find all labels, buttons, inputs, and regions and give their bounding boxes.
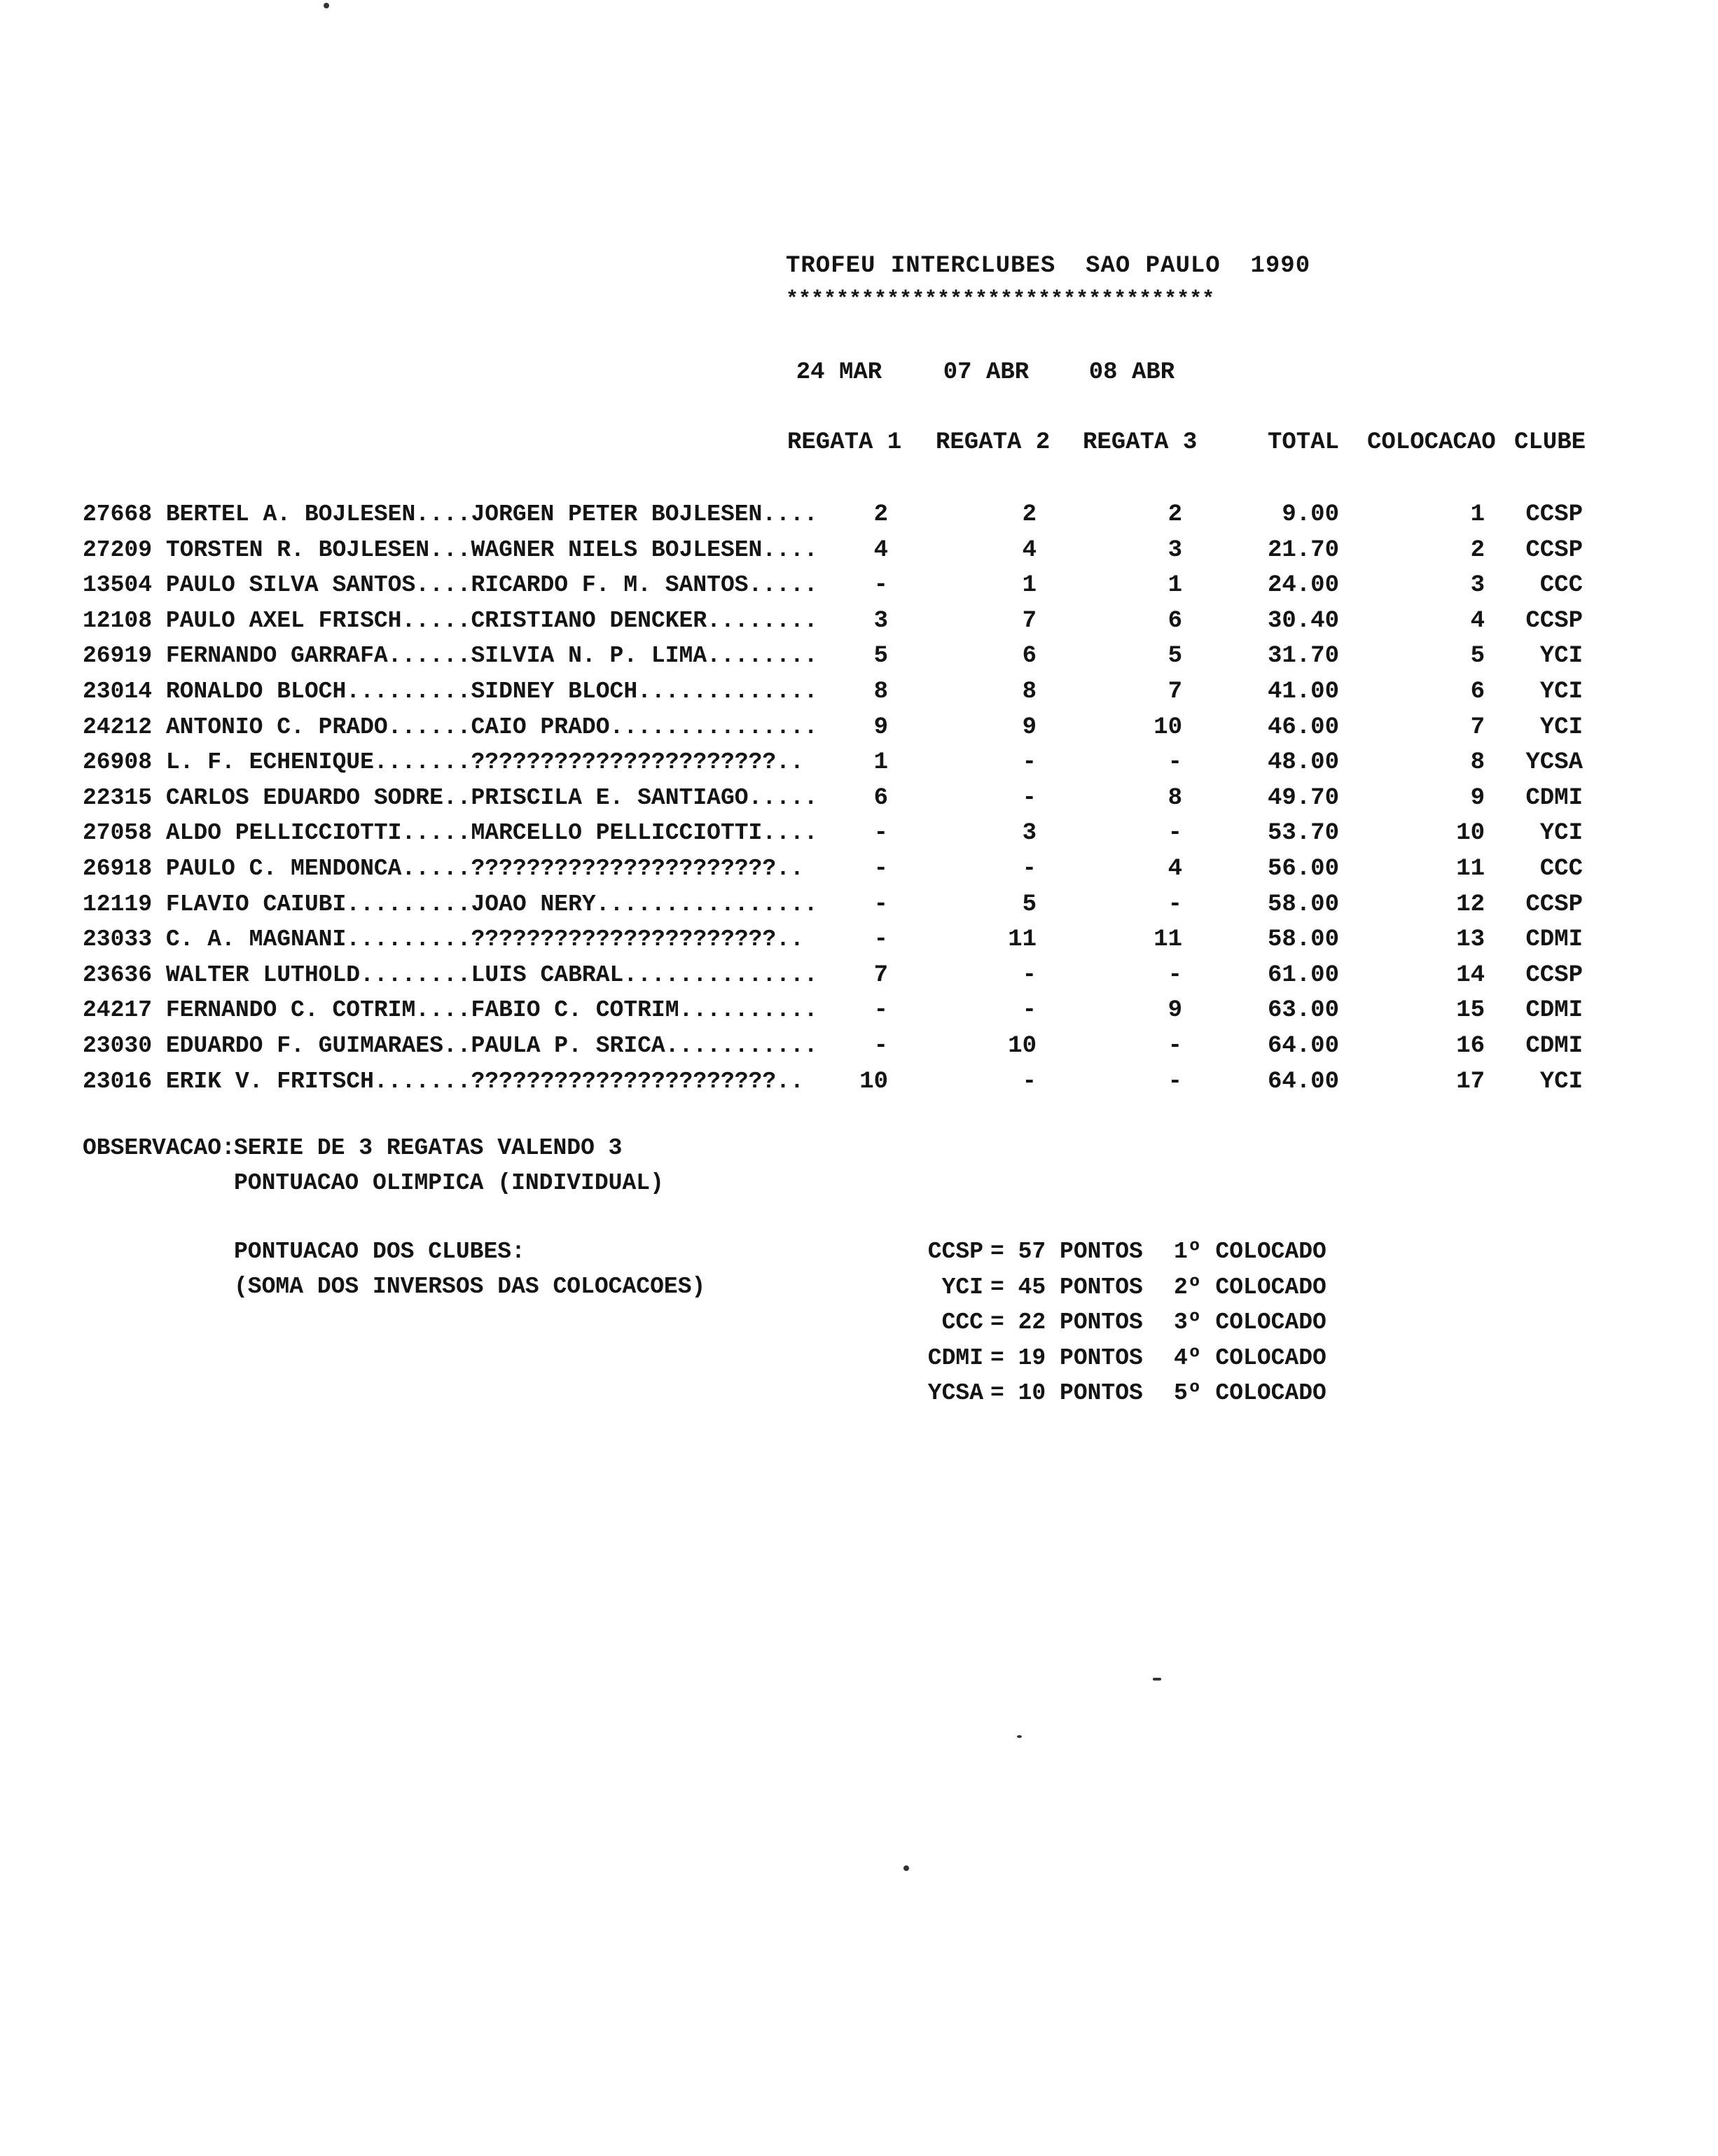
ranking-club-code: YCSA xyxy=(927,1380,983,1406)
club-code: CCSP xyxy=(1525,608,1583,634)
club-code: CCSP xyxy=(1525,501,1583,528)
regata-3-result: 2 xyxy=(1168,501,1182,528)
title-underline: ********************************** xyxy=(786,288,1215,312)
club-code: YCI xyxy=(1539,1069,1583,1095)
crew-names: 26918 PAULO C. MENDONCA.....??????????????????????.. xyxy=(83,856,804,882)
regata-1-result: 3 xyxy=(873,608,888,634)
total-points: 21.70 xyxy=(1267,537,1339,564)
scan-speck xyxy=(903,1865,909,1871)
regata-1-result: - xyxy=(873,891,888,918)
regata-2-result: 4 xyxy=(1022,537,1037,564)
crew-names: 23033 C. A. MAGNANI.........??????????????????????.. xyxy=(83,926,804,952)
crew-names: 27668 BERTEL A. BOJLESEN....JORGEN PETER BOJLESEN.... xyxy=(83,501,818,527)
club-code: CCSP xyxy=(1525,962,1583,989)
regata-1-result: 4 xyxy=(873,537,888,564)
regata-2-result: 6 xyxy=(1022,643,1037,669)
ranking-points: = 57 PONTOS xyxy=(990,1239,1143,1265)
colocacao-value: 16 xyxy=(1456,1033,1485,1059)
colocacao-value: 10 xyxy=(1456,820,1485,847)
crew-names: 12119 FLAVIO CAIUBI.........JOAO NERY................ xyxy=(83,891,818,917)
regata-2-result: - xyxy=(1022,749,1037,776)
club-code: CCSP xyxy=(1525,891,1583,918)
regata-1-result: - xyxy=(873,926,888,953)
club-code: YCSA xyxy=(1525,749,1583,776)
club-code: YCI xyxy=(1539,643,1583,669)
ranking-place: 5º COLOCADO xyxy=(1174,1380,1326,1406)
total-points: 61.00 xyxy=(1267,962,1339,989)
total-points: 53.70 xyxy=(1267,820,1339,847)
club-code: YCI xyxy=(1539,679,1583,705)
date-regata-2: 07 ABR xyxy=(943,359,1030,386)
regata-1-result: 5 xyxy=(873,643,888,669)
regata-3-result: 10 xyxy=(1154,714,1182,741)
regata-3-result: - xyxy=(1168,820,1182,847)
regata-1-result: - xyxy=(873,1033,888,1059)
crew-names: 12108 PAULO AXEL FRISCH.....CRISTIANO DENCKER........ xyxy=(83,608,818,634)
regata-1-result: - xyxy=(873,820,888,847)
regata-1-result: 1 xyxy=(873,749,888,776)
regata-3-result: - xyxy=(1168,962,1182,989)
regata-2-result: - xyxy=(1022,1069,1037,1095)
ranking-club-code: CCC xyxy=(941,1309,983,1335)
regata-2-result: 11 xyxy=(1008,926,1037,953)
date-regata-1: 24 MAR xyxy=(796,359,882,386)
regata-1-result: 6 xyxy=(873,785,888,812)
crew-names: 13504 PAULO SILVA SANTOS....RICARDO F. M. SANTOS..... xyxy=(83,572,818,598)
regata-3-result: - xyxy=(1168,1069,1182,1095)
header-colocacao: COLOCACAO xyxy=(1367,429,1496,456)
regata-1-result: 2 xyxy=(873,501,888,528)
regata-2-result: 5 xyxy=(1022,891,1037,918)
ranking-club-code: CDMI xyxy=(927,1345,983,1371)
regata-1-result: 8 xyxy=(873,679,888,705)
ranking-points: = 45 PONTOS xyxy=(990,1274,1143,1300)
crew-names: 24212 ANTONIO C. PRADO......CAIO PRADO............... xyxy=(83,714,818,740)
ranking-place: 3º COLOCADO xyxy=(1174,1309,1326,1335)
regata-1-result: - xyxy=(873,572,888,599)
total-points: 63.00 xyxy=(1267,997,1339,1024)
colocacao-value: 6 xyxy=(1470,679,1485,705)
scan-speck xyxy=(1153,1678,1161,1681)
ranking-points: = 19 PONTOS xyxy=(990,1345,1143,1371)
regata-2-result: 3 xyxy=(1022,820,1037,847)
regata-2-result: 1 xyxy=(1022,572,1037,599)
header-regata-1: REGATA 1 xyxy=(787,429,902,456)
header-regata-2: REGATA 2 xyxy=(936,429,1051,456)
header-regata-3: REGATA 3 xyxy=(1083,429,1198,456)
total-points: 46.00 xyxy=(1267,714,1339,741)
club-code: CCSP xyxy=(1525,537,1583,564)
date-regata-3: 08 ABR xyxy=(1088,359,1175,386)
crew-names: 23016 ERIK V. FRITSCH.......??????????????????????.. xyxy=(83,1069,804,1094)
colocacao-value: 5 xyxy=(1470,643,1485,669)
club-code: CDMI xyxy=(1525,997,1583,1024)
scan-speck xyxy=(1017,1735,1022,1738)
total-points: 41.00 xyxy=(1267,679,1339,705)
total-points: 58.00 xyxy=(1267,926,1339,953)
ranking-points: = 10 PONTOS xyxy=(990,1380,1143,1406)
regata-3-result: 11 xyxy=(1154,926,1182,953)
regata-2-result: 2 xyxy=(1022,501,1037,528)
ranking-points: = 22 PONTOS xyxy=(990,1309,1143,1335)
scan-speck xyxy=(324,3,329,8)
regata-3-result: 9 xyxy=(1168,997,1182,1024)
colocacao-value: 15 xyxy=(1456,997,1485,1024)
header-total: TOTAL xyxy=(1268,429,1340,456)
crew-names: 26908 L. F. ECHENIQUE.......??????????????????????.. xyxy=(83,749,804,775)
colocacao-value: 11 xyxy=(1456,856,1485,882)
regata-2-result: 8 xyxy=(1022,679,1037,705)
crew-names: 22315 CARLOS EDUARDO SODRE..PRISCILA E. SANTIAGO..... xyxy=(83,785,818,811)
crew-names: 27209 TORSTEN R. BOJLESEN...WAGNER NIELS BOJLESEN.... xyxy=(83,537,818,563)
regata-1-result: - xyxy=(873,997,888,1024)
ranking-place: 4º COLOCADO xyxy=(1174,1345,1326,1371)
colocacao-value: 9 xyxy=(1470,785,1485,812)
clubes-heading: PONTUACAO DOS CLUBES: xyxy=(234,1239,525,1265)
regata-3-result: - xyxy=(1168,749,1182,776)
total-points: 56.00 xyxy=(1267,856,1339,882)
document-title: TROFEU INTERCLUBES SAO PAULO 1990 xyxy=(786,253,1311,279)
regata-3-result: 1 xyxy=(1168,572,1182,599)
crew-names: 26919 FERNANDO GARRAFA......SILVIA N. P. LIMA........ xyxy=(83,643,818,669)
total-points: 30.40 xyxy=(1267,608,1339,634)
ranking-place: 1º COLOCADO xyxy=(1174,1239,1326,1265)
colocacao-value: 13 xyxy=(1456,926,1485,953)
total-points: 24.00 xyxy=(1267,572,1339,599)
regata-1-result: - xyxy=(873,856,888,882)
regata-3-result: 8 xyxy=(1168,785,1182,812)
crew-names: 23014 RONALDO BLOCH.........SIDNEY BLOCH............. xyxy=(83,679,818,704)
crew-names: 27058 ALDO PELLICCIOTTI.....MARCELLO PELLICCIOTTI.... xyxy=(83,820,818,846)
regata-2-result: - xyxy=(1022,785,1037,812)
ranking-club-code: CCSP xyxy=(927,1239,983,1265)
regata-2-result: 10 xyxy=(1008,1033,1037,1059)
regata-1-result: 10 xyxy=(859,1069,888,1095)
regata-2-result: 9 xyxy=(1022,714,1037,741)
total-points: 64.00 xyxy=(1267,1069,1339,1095)
crew-names: 24217 FERNANDO C. COTRIM....FABIO C. COTRIM.......... xyxy=(83,997,818,1023)
regata-3-result: 3 xyxy=(1168,537,1182,564)
observacao-line-1: SERIE DE 3 REGATAS VALENDO 3 xyxy=(234,1135,623,1161)
observacao-label: OBSERVACAO: xyxy=(83,1135,235,1161)
regata-2-result: - xyxy=(1022,856,1037,882)
club-code: CCC xyxy=(1539,572,1583,599)
total-points: 9.00 xyxy=(1282,501,1339,528)
club-code: CDMI xyxy=(1525,785,1583,812)
colocacao-value: 1 xyxy=(1470,501,1485,528)
observacao-line-2: PONTUACAO OLIMPICA (INDIVIDUAL) xyxy=(234,1170,664,1196)
total-points: 49.70 xyxy=(1267,785,1339,812)
clubes-subheading: (SOMA DOS INVERSOS DAS COLOCACOES) xyxy=(234,1274,706,1300)
crew-names: 23030 EDUARDO F. GUIMARAES..PAULA P. SRICA........... xyxy=(83,1033,818,1059)
ranking-place: 2º COLOCADO xyxy=(1174,1274,1326,1300)
club-code: CCC xyxy=(1539,856,1583,882)
total-points: 58.00 xyxy=(1267,891,1339,918)
colocacao-value: 4 xyxy=(1470,608,1485,634)
regata-3-result: 5 xyxy=(1168,643,1182,669)
colocacao-value: 8 xyxy=(1470,749,1485,776)
regata-2-result: 7 xyxy=(1022,608,1037,634)
colocacao-value: 14 xyxy=(1456,962,1485,989)
regata-3-result: 4 xyxy=(1168,856,1182,882)
total-points: 48.00 xyxy=(1267,749,1339,776)
total-points: 64.00 xyxy=(1267,1033,1339,1059)
regata-2-result: - xyxy=(1022,962,1037,989)
regata-3-result: - xyxy=(1168,1033,1182,1059)
colocacao-value: 7 xyxy=(1470,714,1485,741)
total-points: 31.70 xyxy=(1267,643,1339,669)
colocacao-value: 12 xyxy=(1456,891,1485,918)
header-clube: CLUBE xyxy=(1514,429,1586,456)
colocacao-value: 2 xyxy=(1470,537,1485,564)
regata-3-result: - xyxy=(1168,891,1182,918)
regata-1-result: 7 xyxy=(873,962,888,989)
club-code: CDMI xyxy=(1525,926,1583,953)
regata-3-result: 7 xyxy=(1168,679,1182,705)
colocacao-value: 17 xyxy=(1456,1069,1485,1095)
crew-names: 23636 WALTER LUTHOLD........LUIS CABRAL.............. xyxy=(83,962,818,988)
club-code: YCI xyxy=(1539,714,1583,741)
regata-3-result: 6 xyxy=(1168,608,1182,634)
club-code: CDMI xyxy=(1525,1033,1583,1059)
ranking-club-code: YCI xyxy=(941,1274,983,1300)
club-code: YCI xyxy=(1539,820,1583,847)
regata-1-result: 9 xyxy=(873,714,888,741)
regata-2-result: - xyxy=(1022,997,1037,1024)
colocacao-value: 3 xyxy=(1470,572,1485,599)
